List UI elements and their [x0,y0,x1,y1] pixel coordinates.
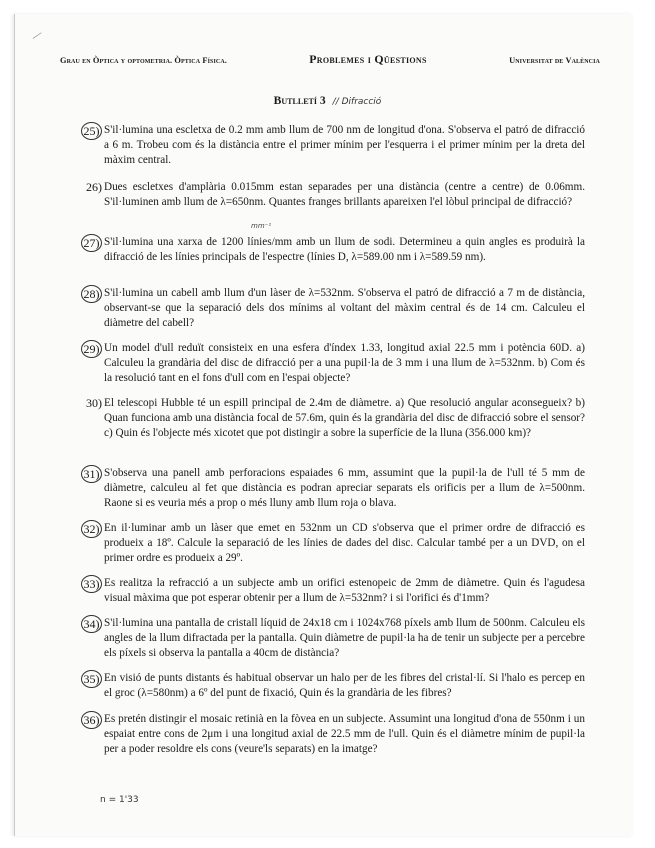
problem-number: 36) [81,711,102,729]
problem-text: S'il·lumina una escletxa de 0.2 mm amb llum de 700 nm de longitud d'ona. S'observa el patró de difracció a 6 m. Trobeu com és la distància entre el primer mínim per l'esquerra i el primer mínim per la dreta del màxim central. [104,124,585,167]
problem-text: Es realitza la refracció a un subjecte amb un orifici estenopeic de 2mm de diàmetre. Quin és l'agudesa visual màxima que pot esperar obtenir per a llum de λ=532nm? i si l'orifici és d'1mm? [104,577,585,605]
problem-item [80,671,585,701]
problem-number: 25) [81,122,102,140]
problem-item [80,286,585,332]
problem-number: 35) [81,670,102,688]
problem-item [80,712,585,758]
handwritten-refractive-index-note: n = 1'33 [100,795,139,805]
problem-number: 26) [86,180,102,194]
problem-item [80,123,585,169]
problem-text: El telescopi Hubble té un espill principal de 2.4m de diàmetre. a) Que resolució angular aconseguеix? b) Quan funciona amb una distància focal de 57.6m, quin és la grandària del disc de difracció sobre el sensor? c) Quin és l'objecte més xicotet que pot distingir a sobre la superfície de la lluna (356.000 km)? [104,397,585,440]
problem-item [80,180,585,210]
problem-number: 30) [86,396,102,410]
handwritten-mm-inverse-note: mm⁻¹ [251,222,272,230]
problem-text: Dues escletxes d'amplària 0.015mm estan separades per una distància (centre a centre) de 0.06mm. S'il·luminen amb llum de λ=650nm. Quantes franges brillants apareixen l'el lòbul principal de difracció? [104,181,585,209]
problem-text: Es pretén distingir el mosaic retinià en la fòvea en un subjecte. Assumint una longitud d'ona de 550nm i un espaiat entre cons de 2μm i una longitud axial de 22.5 mm de l'ull. Quin és el diàmetre mínim de pupil·la per a poder resoldre els cons (veure'ls separats) en la imatge? [104,713,585,756]
bulletin-heading [0,91,655,109]
problem-text: Un model d'ull reduït consisteix en una esfera d'índex 1.33, longitud axial 22.5 mm i potència 60D. a) Calculeu la grandària del disc de difracció per a una pupil·la de 3 mm i una llum de λ=532nm. b) Com és la resolució tant en el fons d'ull com en l'espai objecte? [104,342,585,385]
problem-number: 33) [81,575,102,593]
corner-pen-mark: — [29,28,45,43]
problem-text: S'il·lumina un cabell amb llum d'un làser de λ=532nm. S'observa el patró de difracció a 7 m de distància, observant-se que la separació dels dos mínims al voltant del màxim central és de 14 cm. Calculeu el diàmetre del cabell? [104,287,585,330]
problem-text: S'il·lumina una pantalla de cristall líquid de 24x18 cm i 1024x768 píxels amb llum de 500nm. Calculeu els angles de la llum difractada per la pantalla. Quin diàmetre de pupil·la ha de tenir un subjecte per a percebre els píxels si observa la pantalla a 40cm de distància? [104,617,585,660]
header-university: Universitat de València [509,56,600,65]
problem-item [80,341,585,387]
header-course: Grau en Òptica y optometria. Òptica Física. [60,56,227,65]
problem-item [80,396,585,442]
problem-number: 32) [81,520,102,538]
problem-item [80,521,585,567]
problem-text: En il·luminar amb un làser que emet en 532nm un CD s'observa que el primer ordre de difracció es produeix a 18º. Calcule la separació de les línies de dades del disc. Calcular també per a un DVD, on el primer ordre es produeix a 29º. [104,522,585,565]
problem-number: 34) [81,615,102,633]
header-title: Problemes i Qüestions [309,52,427,66]
problem-item [80,576,585,606]
problem-text: S'observa una panell amb perforacions espaiades 6 mm, assumint que la pupil·la de l'ull té 5 mm de diàmetre, calculeu al fet que distància es podran apreciar separats els orificis per a llum de λ=500nm. Raone si es veuria més a prop o més lluny amb llum roja o blava. [104,467,585,510]
problem-item [80,466,585,512]
problem-number: 27) [81,234,102,252]
problem-text: S'il·lumina una xarxa de 1200 línies/mm amb un llum de sodi. Determineu a quin angles es produirà la difracció de les línies principals de l'espectre (línies D, λ=589.00 nm i λ=589.59 nm). [104,236,585,264]
page-header [60,52,600,67]
problem-item [80,235,585,265]
problem-number: 28) [81,285,102,303]
bulletin-title: Butlletí 3 [273,94,326,107]
handwritten-topic-note: // Difracció [332,97,382,107]
problem-item [80,616,585,662]
problem-text: En visió de punts distants és habitual observar un halo per de les fibres del cristal·lí. Si l'halo es percep en el groc (λ=580nm) a 6º del punt de fixació, Quin és la grandària de les fibres? [104,672,585,700]
problem-number: 31) [81,465,102,483]
problem-number: 29) [81,340,102,358]
